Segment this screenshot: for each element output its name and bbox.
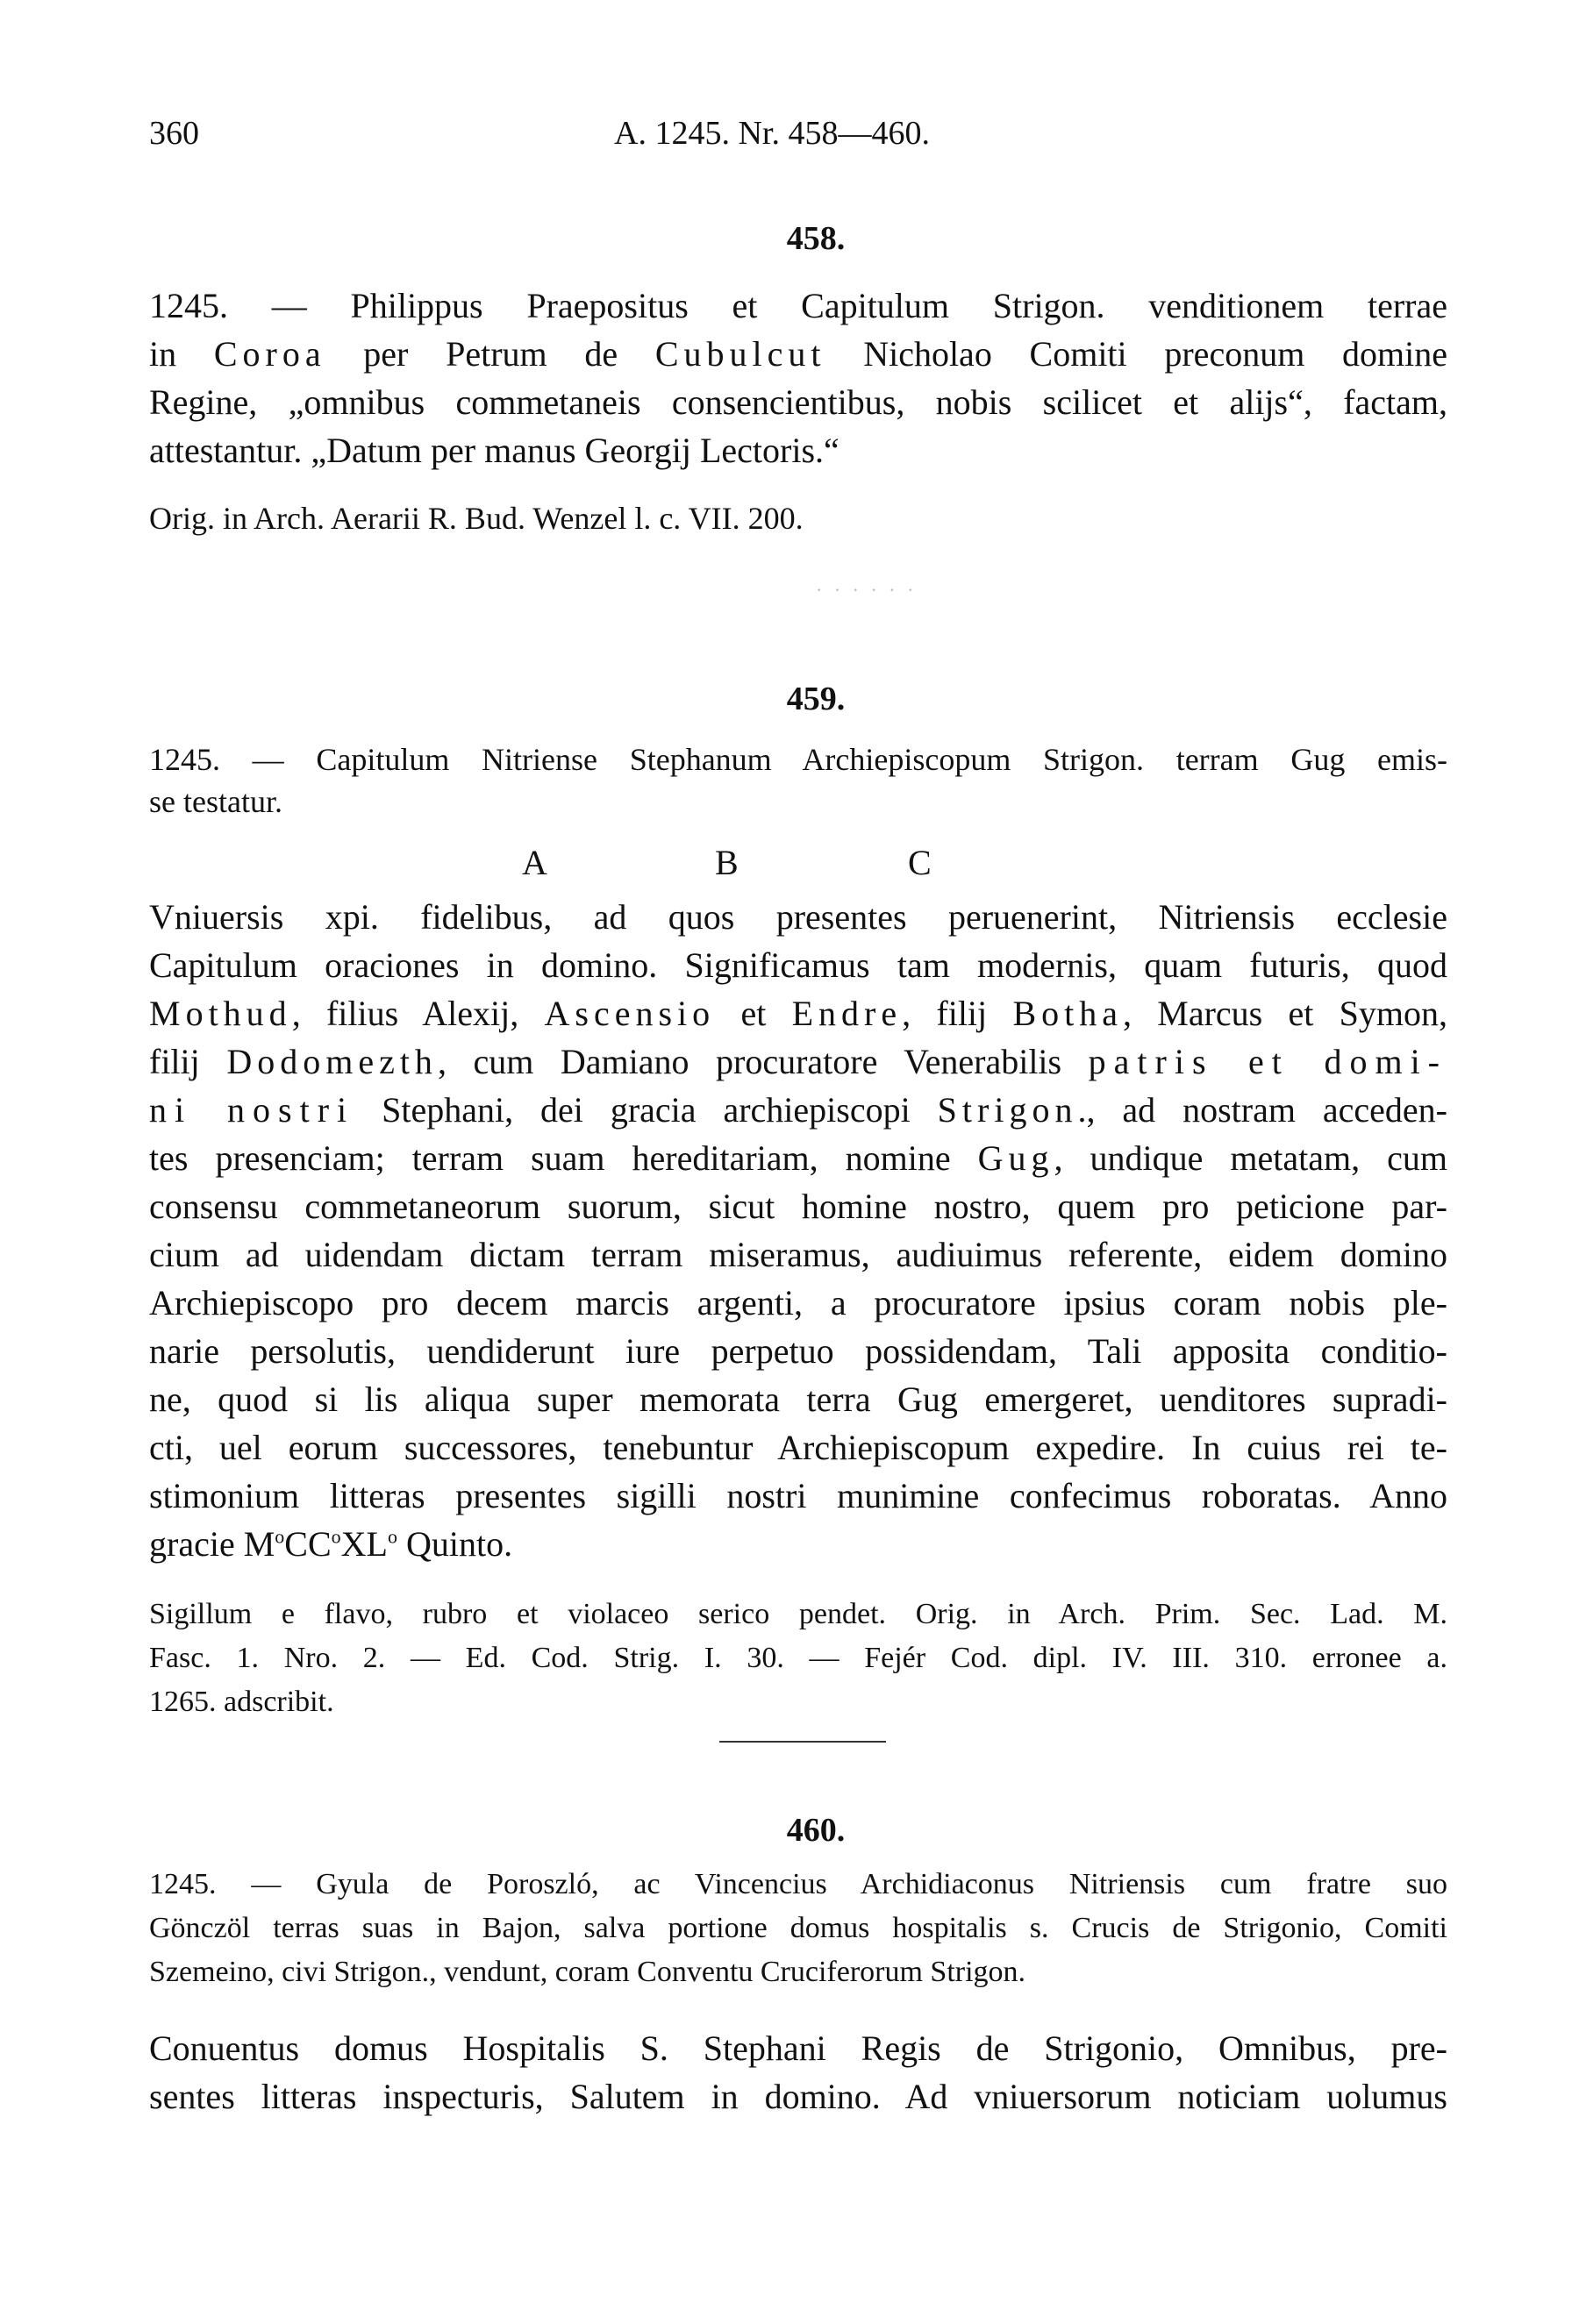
name-dodomezth: Dodomezth xyxy=(226,1042,438,1081)
doc459-line-1: Vniuersis xpi. fidelibus, ad quos presentes peruenerint, Nitriensis ecclesie xyxy=(149,897,1447,937)
doc459-line-11: ne, quod si lis aliqua super memorata terra Gug emergeret, uenditores supradi- xyxy=(149,1379,1447,1419)
doc459-line-12: cti, uel eorum successores, tenebuntur Archiepiscopum expedire. In cuius rei te- xyxy=(149,1428,1447,1467)
doc460-summary-line-3: Szemeino, civi Strigon., vendunt, coram Conventu Cruciferorum Strigon. xyxy=(149,1956,1026,1988)
doc459-summary-line-1: 1245. — Capitulum Nitriense Stephanum Archiepiscopum Strigon. terram Gug emis- xyxy=(149,742,1447,777)
doc459-line-7: consensu commetaneorum suorum, sicut homine nostro, quem pro peticione par- xyxy=(149,1187,1447,1226)
doc459-line-3: Mothud, filius Alexij, Ascensio et Endre, filij Botha, Marcus et Symon, xyxy=(149,994,1448,1033)
doc460-summary-line-2: Gönczöl terras suas in Bajon, salva portione domus hospitalis s. Crucis de Strigonio, Comiti xyxy=(149,1912,1447,1944)
doc458-line-4: attestantur. „Datum per manus Georgij Lectoris.“ xyxy=(149,431,840,470)
section-divider xyxy=(719,1741,886,1743)
doc458-line-1: 1245. — Philippus Praepositus et Capitulum Strigon. venditionem terrae xyxy=(149,286,1447,325)
doc460-summary-line-1: 1245. — Gyula de Poroszló, ac Vincencius Archidiaconus Nitriensis cum fratre suo xyxy=(149,1868,1447,1900)
label-b: B xyxy=(715,843,739,882)
doc459-line-14: gracie $M^oCC^oXL^o$ Quinto. xyxy=(149,1524,513,1564)
doc460-line-1: Conuentus domus Hospitalis S. Stephani Regis de Strigonio, Omnibus, pre- xyxy=(149,2028,1447,2068)
doc459-line-9: Archiepiscopo pro decem marcis argenti, a procuratore ipsius coram nobis ple- xyxy=(149,1283,1447,1322)
name-endre: Endre xyxy=(791,994,903,1033)
doc459-line-5: ni nostri Stephani, dei gracia archiepiscopi Strigon., ad nostram acceden- xyxy=(149,1090,1447,1130)
place-name-coroa: Coroa xyxy=(213,334,326,374)
doc459-note-line-2: Fasc. 1. Nro. 2. — Ed. Cod. Strig. I. 30. — Fejér Cod. dipl. IV. III. 310. erronee a. xyxy=(149,1642,1447,1674)
place-name-gug: Gug xyxy=(977,1138,1054,1178)
separator-dots: · · · · · · xyxy=(816,579,918,601)
doc458-line-2: in Coroa per Petrum de Cubulcut Nicholao Comiti preconum domine xyxy=(149,334,1447,374)
doc458-line-3: Regine, „omnibus commetaneis consencientibus, nobis scilicet et alijs“, factam, xyxy=(149,382,1447,422)
doc460-line-2: sentes litteras inspecturis, Salutem in domino. Ad vniuersorum noticiam uolumus xyxy=(149,2077,1447,2116)
doc459-summary-line-2: se testatur. xyxy=(149,784,282,819)
document-number-459: 459. xyxy=(786,681,846,717)
label-a: A xyxy=(522,843,547,882)
doc458-source: Orig. in Arch. Aerarii R. Bud. Wenzel l. c. VII. 200. xyxy=(149,501,804,536)
document-number-458: 458. xyxy=(786,220,846,257)
spaced-patris: patris et domi- xyxy=(1088,1042,1448,1081)
doc459-line-4: filij Dodomezth, cum Damiano procuratore Venerabilis patris et domi- xyxy=(149,1042,1448,1081)
doc459-line-6: tes presenciam; terram suam hereditariam, nomine Gug, undique metatam, cum xyxy=(149,1138,1448,1178)
page-number: 360 xyxy=(149,115,199,152)
spaced-strigon: Strigon xyxy=(937,1090,1078,1130)
name-mothud: Mothud xyxy=(149,994,292,1033)
doc459-line-10: narie persolutis, uendiderunt iure perpetuo possidendam, Tali apposita conditio- xyxy=(149,1331,1447,1371)
doc459-note-line-3: 1265. adscribit. xyxy=(149,1686,334,1718)
document-number-460: 460. xyxy=(786,1812,846,1849)
doc459-line-2: Capitulum oraciones in domino. Significamus tam modernis, quam futuris, quod xyxy=(149,945,1447,985)
doc459-note-line-1: Sigillum e flavo, rubro et violaceo serico pendet. Orig. in Arch. Prim. Sec. Lad. M. xyxy=(149,1598,1447,1630)
name-botha: Botha xyxy=(1012,994,1123,1033)
place-name-cubulcut: Cubulcut xyxy=(654,334,826,374)
doc459-line-13: stimonium litteras presentes sigilli nostri munimine confecimus roboratas. Anno xyxy=(149,1476,1447,1515)
spaced-ni-nostri: ni nostri xyxy=(149,1090,355,1130)
doc459-line-8: cium ad uidendam dictam terram miseramus, audiuimus referente, eidem domino xyxy=(149,1235,1447,1274)
running-title: A. 1245. Nr. 458—460. xyxy=(614,115,930,152)
name-ascensio: Ascensio xyxy=(544,994,716,1033)
label-c: C xyxy=(908,843,932,882)
